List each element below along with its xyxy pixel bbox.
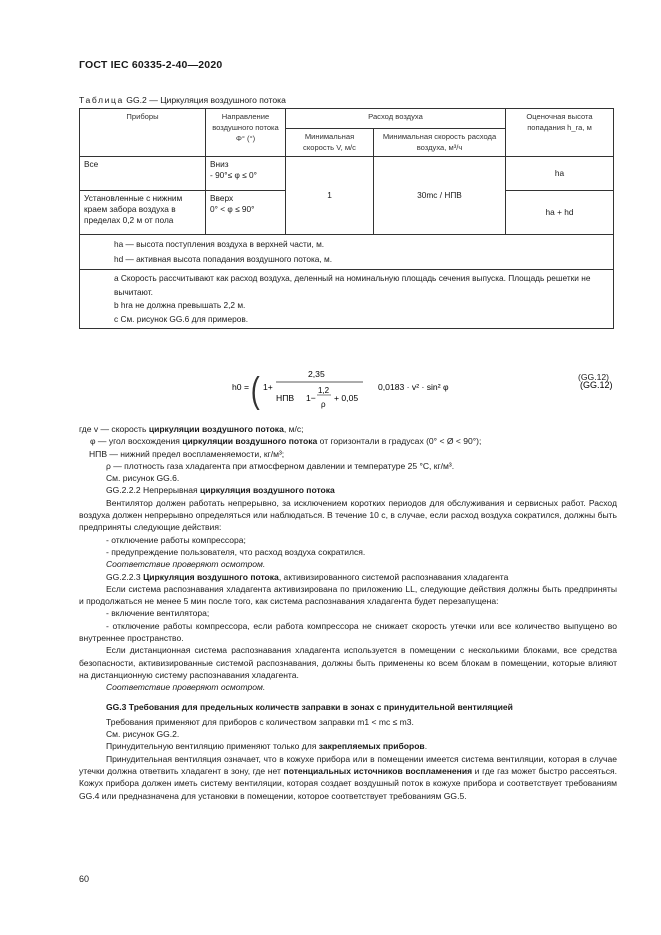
- table-caption: Таблица GG.2 — Циркуляция воздушного потока: [79, 95, 286, 105]
- legend-cell: ha — высота поступления воздуха в верхней части, м. hd — активная высота попадания воздушного потока, м.: [80, 235, 614, 270]
- header-min-flow: Минимальная скорость расхода воздуха, м³/ч: [374, 129, 506, 157]
- row1-device: Все: [80, 157, 206, 191]
- flow-value: 30mc / НПВ: [374, 157, 506, 235]
- formula-den-num: 1,2: [318, 386, 330, 395]
- document-header: ГОСТ IEC 60335-2-40—2020: [79, 59, 223, 71]
- formula-den-npv: НПВ: [276, 393, 295, 403]
- row2-direction: Вверх 0° < φ ≤ 90°: [206, 191, 286, 235]
- formula-factor: 0,0183 · v² · sin² φ: [378, 382, 449, 392]
- row2-device: Установленные с нижним краем забора воздуха в пределах 0,2 м от пола: [80, 191, 206, 235]
- formula-den-one: 1−: [306, 393, 316, 403]
- airflow-table: [79, 108, 614, 329]
- body-text: где v — скорость циркуляции воздушного потока, м/с; φ — угол восхождения циркуляции воздушного потока от горизонтали в градусах (0° < Ø < 90°); НПВ — нижний предел воспламеняемости, кг/м³; ρ — плотность газа хладагента при атмосферном давлении и температуре 25 °С, кг/м³. См. рисунок GG.6. GG.2.2.2 Непрерывная циркуляция воздушного потока Вентилятор должен работать непрерывно, за исключением коротких периодов для обслуживания и сервисных работ. Расход воздуха должен непрерывно определяться или наблюдаться. В течение 10 с, в случае, если расход воздуха сократился, должны быть предприняты следующие действия: - отключение работы компрессора; - предупреждение пользователя, что расход воздуха сократился. Соответствие проверяют осмотром. GG.2.2.3 Циркуляция воздушного потока, активизированного системой распознавания хладагента Если система распознавания хладагента активизирована по приложению LL, следующие действия должны быть предприняты и продолжаться не менее 5 мин после того, как система распознавания хладагента будет перезапущена: - включение вентилятора; - отключение работы компрессора, если работа компрессора не снижает скорость утечки или все количество выпущено во внутреннее пространство. Если дистанционная система распознавания хладагента используется в помещении с несколькими блоками, все средства безопасности, активизированные системой распознавания, должны быть применены ко всем блокам в помещении, которые влияют на дистанционную систему распознавания хладагента. Соответствие проверяют осмотром. GG.3 Требования для предельных количеств заправки в зонах с принудительной вентиляцией Требования применяют для приборов с количеством заправки m1 < mc ≤ m3. См. рисунок GG.2. Принудительную вентиляцию применяют только для закрепляемых приборов. Принудительная вентиляция означает, что в кожухе прибора или в помещении имеется система вентиляции, которая в случае утечки должна ответвить хладагент в зону, где нет потенциальных источников воспламенения и где газ может быстро рассеяться. Кожух прибора должен иметь систему вентиляции, которая создает воздушный поток в кожухе прибора и соответствует требованиям GG.4 или предназначена для установки в помещении, которое соответствует требованиям GG.5.: [79, 424, 618, 801]
- formula-den-rho: ρ: [321, 400, 326, 409]
- formula-label: (GG.12): [580, 380, 613, 390]
- header-height: Оценочная высота попадания h_ra, м: [506, 109, 614, 157]
- speed-value: 1: [286, 157, 374, 235]
- header-direction: Направление воздушного потока Φ° (°): [206, 109, 286, 157]
- formula-den-add: + 0,05: [334, 393, 359, 403]
- row1-direction: Вниз - 90°≤ φ ≤ 0°: [206, 157, 286, 191]
- formula-num: 2,35: [308, 369, 325, 379]
- formula-lhs: h0 =: [232, 382, 249, 392]
- formula-one: 1+: [263, 382, 273, 392]
- header-min-speed: Минимальная скорость V, м/с: [286, 129, 374, 157]
- formula-number: (GG.12): [578, 372, 610, 382]
- svg-text:(: (: [250, 369, 260, 411]
- height-row2: ha + hd: [506, 191, 614, 235]
- height-row1: ha: [506, 157, 614, 191]
- formula-gg12: [230, 363, 613, 411]
- notes-cell: a Скорость рассчитывают как расход воздуха, деленный на номинальную площадь сечения выпуска. Площадь решетки не вычитают. b hra не должна превышать 2,2 м. c См. рисунок GG.6 для примеров.: [80, 270, 614, 329]
- page-number: 60: [79, 874, 90, 884]
- header-devices: Приборы: [80, 109, 206, 157]
- header-airflow: Расход воздуха: [286, 109, 506, 129]
